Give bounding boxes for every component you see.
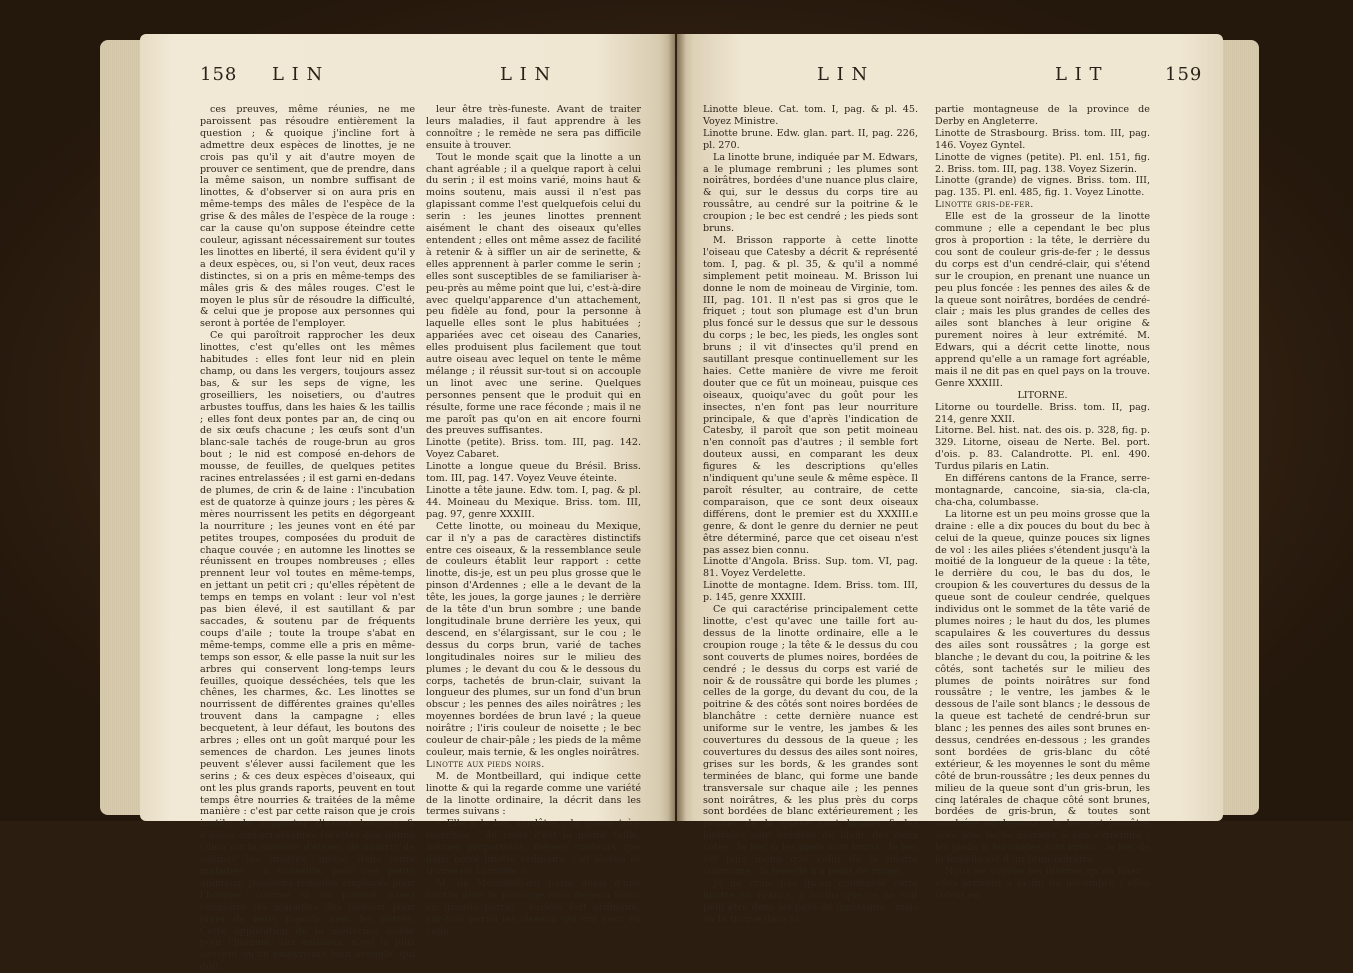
paragraph: « Elle a le bec verdâtre ; la queue très-fourchue ; du reste c'est la même taille, mêmes proportions, mêmes couleurs que dans notre linotte ordinaire. Cet oiseau se trouve en Lorraine ». [426, 818, 641, 877]
entry-heading: Linotte (grande) de vignes. Briss. tom. III, pag. 135. Pl. enl. 485, fig. 1. Voyez Linotte. [935, 175, 1150, 199]
entry-heading: Linotte de Strasbourg. Briss. tom. III, pag. 146. Voyez Gyntel. [935, 127, 1150, 151]
paragraph: M. Brisson rapporte à cette linotte l'oiseau que Catesby a décrit & représenté tom. I, pag. & pl. 35, & qu'il a nommé simplement petit moineau. M. Brisson lui donne le nom de moineau de Virginie, tom. III, pag. 101. Il n'est pas si gros que le friquet ; tout son plumage est d'un brun plus foncé sur le dessus que sur le dessous du corps ; le bec, les pieds, les ongles sont bruns ; il vit d'insectes qu'il prend en sautillant presque continuellement sur les haies. Cette manière de vivre me feroit douter que ce fût un moineau, puisque ces oiseaux, quoiqu'avec du goût pour les insectes, n'en font pas leur nourriture principale, & que d'après l'indication de Catesby, il paroît que son petit moineau n'en connoît pas d'autres ; il semble fort douteux aussi, en comparant les deux figures & les descriptions qu'elles n'indiquent qu'une seule & même espèce. Il paroît résulter, au contraire, de cette comparaison, que ce sont deux oiseaux différens, dont le premier est du XXXIII.e genre, & dont le genre du dernier ne peut être déterminé, parce que cet oiseau n'est pas assez bien connu. [703, 234, 918, 556]
paragraph: La litorne est un peu moins grosse que la draine : elle a dix pouces du bout du bec à celui de la queue, quinze pouces six lignes de vol : les ailes pliées s'étendent jusqu'à la moitié de la longueur de la queue : la tête, le derrière du cou, le bas du dos, le croupion & les couvertures du dessus de la queue sont de couleur cendrée, quelques individus ont le sommet de la tête varié de plumes noires ; le haut du dos, les plumes scapulaires & les couvertures du dessus des ailes sont roussâtres ; la gorge est blanche ; le devant du cou, la poitrine & les côtés, sont tachetés sur le milieu des plumes de points noirâtres sur fond roussâtre ; le ventre, les jambes & le dessous de l'aile sont blancs ; le dessous de la queue est tacheté de cendré-brun sur blanc ; les pennes des ailes sont brunes en-dessus, cendrées en-dessous ; les grandes sont bordées de gris-blanc du côté extérieur, & les moyennes le sont du même côté de brun-roussâtre ; les deux pennes du milieu de la queue sont d'un gris-brun, les cinq latérales de chaque côté sont brunes, bordées de gris-brun, & toutes sont cendrées en-dessous ; le bec est jaunâtre avec une tache noirâtre à son extrémité ; les pieds & les ongles sont bruns : le bec de la femelle est d'un brun-noirâtre. [935, 508, 1150, 866]
left-page-edges [100, 40, 144, 815]
paragraph: M. de Montbeillard parle aussi d'une linotte dont le plumage étoit devenu blanc en grande partie ; variété fort ordinaire, sur-tout parmi les oiseaux qui ont vécu en cage. [426, 877, 641, 937]
entry-heading: Linotte brune. Edw. glan. part. II, pag. 226, pl. 270. [703, 127, 918, 151]
entry-heading: Linotte aux pieds noirs. [426, 758, 545, 770]
entry-heading: Linotte a longue queue du Brésil. Briss. tom. III, pag. 147. Voyez Veuve éteinte. [426, 461, 641, 485]
paragraph: Ce qui caractérise principalement cette linotte, c'est qu'avec une taille fort au-dessus de la linotte ordinaire, elle a le croupion rouge ; la tête & le dessus du cou sont couverts de plumes noires, bordées de cendré ; le dessus du corps est varié de noir & de roussâtre qui borde les plumes ; celles de la gorge, du devant du cou, de la poitrine & des côtés sont noires bordées de blanchâtre : cette dernière nuance est uniforme sur le ventre, les jambes & les couvertures du dessous de la queue ; les couvertures du dessus des ailes sont noires, grises sur les bords, & les grandes sont terminées de blanc, qui forme une bande transversale sur chaque aile ; les pennes sont noirâtres, & les plus près du corps sont bordées de blanc extérieurement ; les pennes de la queue sont brunes & les latérales sont bordées de blanc des deux côtés ; le bec & les pieds sont bruns ; le bec est plus menu que celui de la linotte commune : la femelle n'a point de rouge. [703, 604, 918, 877]
paragraph: La linotte brune, indiquée par M. Edwars, a le plumage rembruni ; les plumes sont noirâtres, bordées d'une nuance plus claire, & qui, sur le dessus du corps tire au roussâtre, au cendré sur la poitrine & le croupion ; le bec est cendré ; les pieds sont bruns. [703, 151, 918, 235]
left-running-head-left: L I N [272, 64, 324, 85]
right-page [677, 34, 1223, 925]
entry-heading: Linotte de montagne. Idem. Briss. tom. III, p. 145, genre XXXIII. [703, 580, 918, 604]
paragraph: M. de Montbeillard, qui indique cette linotte & qui la regarde comme une variété de la linotte ordinaire, la décrit dans les termes suivans : [426, 770, 641, 818]
paragraph: Tout le monde sçait que la linotte a un chant agréable ; il a quelque raport à celui du serin ; il est moins varié, moins haut & moins soutenu, mais aussi il n'est pas glapissant comme l'est quelquefois celui du serin : les jeunes linottes prennent aisément le chant des oiseaux qu'elles entendent ; elles ont même assez de facilité à retenir & à siffler un air de serinette, & elles apprennent à parler comme le serin ; elles sont susceptibles de se familiariser à-peu-près au même point que lui, c'est-à-dire avec quelqu'apparence d'un attachement, peu fidèle au fond, pour la personne à laquelle elles sont le plus habituées ; appariées avec cet oiseau des Canaries, elles produisent plus facilement que tout autre oiseau avec lequel on tente le même mélange ; il réussit sur-tout si on accouple un linot avec une serine. Quelques personnes pensent que le produit qui en résulte, forme une race féconde ; mais il ne me paroît pas qu'on en ait encore fourni des preuves suffisantes. [426, 151, 641, 437]
left-page [140, 34, 675, 973]
paragraph: Cette linotte, ou moineau du Mexique, car il n'y a pas de caractères distinctifs entre ces oiseaux, & la ressemblance seule de couleurs établit leur rapport : cette linotte, dis-je, est un peu plus grosse que le pinson d'Ardennes ; elle a le devant de la tête, les joues, la gorge jaunes ; le derrière de la tête d'un brun sombre ; une bande longitudinale brune derrière les yeux, qui descend, en s'élargissant, sur le cou ; le dessus du corps brun, varié de taches longitudinales noires sur le milieu des plumes ; le devant du cou & le dessous du corps, tachetés de brun-clair, suivant la longueur des plumes, sur un fond d'un brun obscur ; les pennes des ailes noirâtres ; les moyennes bordées de brun lavé ; la queue noirâtre ; l'iris couleur de noisette ; le bec couleur de chair-pâle ; les pieds de la même couleur, mais ternie, & les ongles noirâtres. [426, 520, 641, 758]
entry-heading: Linotte de vignes (petite). Pl. enl. 151, fig. 2. Briss. tom. III, pag. 138. Voyez Sizerin. [935, 151, 1150, 175]
right-column-1 [703, 104, 918, 925]
entry-heading: Litorne. Bel. hist. nat. des ois. p. 328, fig. p. 329. Litorne, oiseau de Nerte. Bel. port. d'ois. p. 83. Calandrotte. Pl. enl. 490. Turdus pilaris en Latin. [935, 425, 1150, 473]
entry-heading: Linotte gris-de-fer. [935, 199, 1034, 211]
entry-heading: Linotte (petite). Briss. tom. III, pag. 142. Voyez Cabaret. [426, 437, 641, 461]
book-gutter [668, 34, 686, 821]
paragraph: Elle est de la grosseur de la linotte commune ; elle a cependant le bec plus gros à proportion : la tête, le derrière du cou sont de couleur gris-de-fer ; le dessus du corps est d'un cendré-clair, qui s'étend sur le croupion, en prenant une nuance un peu plus foncée : les pennes des ailes & de la queue sont noirâtres, bordées de cendré-clair ; mais les plus grandes de celles des ailes sont blanches à leur origine & purement noires à leur extrémité. M. Edwars, qui a décrit cette linotte, nous apprend qu'elle a un ramage fort agréable, mais il ne dit pas en quel pays on la trouve. Genre XXXIII. [935, 211, 1150, 389]
paragraph: partie montagneuse de la province de Derby en Angleterre. [935, 104, 1150, 127]
left-page-number: 158 [200, 64, 238, 85]
right-page-edges [1219, 40, 1259, 815]
paragraph: Nous ne voyons les litornes qu'en hiver ; elles arrivent à la fin de novembre ; elles volent en [935, 866, 1150, 901]
paragraph: leur être très-funeste. Avant de traiter leurs maladies, il faut apprendre à les connoître ; le remède ne sera pas difficile ensuite à trouver. [426, 104, 641, 151]
left-column-1 [200, 104, 415, 973]
right-running-head-left: L I N [817, 64, 869, 85]
right-column-2 [935, 104, 1150, 901]
section-heading: LITORNE. [1017, 389, 1068, 401]
left-running-head-right: L I N [500, 64, 552, 85]
paragraph: Ce qui paroîtroit rapprocher les deux linottes, c'est qu'elles ont les mêmes habitudes : elles font leur nid en plein champ, ou dans les vergers, toujours assez bas, & sur les seps de vigne, les groseilliers, les noisetiers, ou d'autres arbustes touffus, dans les haies & les taillis ; elles font deux pontes par an, de cinq ou de six œufs chacune ; les œufs sont d'un blanc-sale tachés de rouge-brun au gros bout ; le nid est composé en-dehors de mousse, de feuilles, de quelques petites racines entrelassées ; il est garni en-dedans de plumes, de crin & de laine : l'incubation est de quatorze à quinze jours ; les pères & mères nourrissent les petits en dégorgeant la nourriture ; les jeunes vont en été par petites troupes, composées du produit de chaque couvée ; en automne les linottes se réunissent en troupes nombreuses ; elles prennent leur vol toutes en même-temps, en jettant un petit cri ; qu'elles répètent de temps en temps en volant : leur vol n'est pas bien élevé, il est sautillant & par saccades, & soutenu par de fréquents coups d'aile ; toute la troupe s'abat en même-temps, comme elle a pris en même-temps son essor, & elle passe la nuit sur les arbres qui conservent long-temps leurs feuilles, quoique desséchées, tels que les chênes, les charmes, &c. Les linottes se nourrissent de différentes graines qu'elles trouvent dans la campagne ; elles becquetent, à leur défaut, les boutons des arbres ; elles ont un goût marqué pour les semences de chardon. Les jeunes linots peuvent s'élever aussi facilement que les serins ; & ces deux espèces d'oiseaux, qui ont les plus grands raports, peuvent en tout temps être nourries & traitées de la même manière : c'est par cette raison que je crois inutile de rapporter d'assez longues & d'assez embarrassantes recettes que donne Olina sur la manière d'élever, de nourrir, de soigner les linottes, même dans leurs maladies ; il conseille, pour ces petits animaux, plusieurs remèdes employés pour l'homme, comme si on pouvoit assez connoître les maladies des oiseaux pour juger de leurs raports avec les nôtres. Cette application de la médecine usitée pour l'homme, aux animaux, n'est le plus souvent qu'un empyrisme bien aveugle, qui doit [200, 330, 415, 973]
left-column-2 [426, 104, 641, 937]
right-page-number: 159 [1165, 64, 1203, 85]
entry-heading: Linotte bleue. Cat. tom. I, pag. & pl. 45. Voyez Ministre. [703, 104, 918, 127]
right-running-head-right: L I T [1055, 64, 1103, 85]
entry-heading: Linotte d'Angola. Briss. Sup. tom. VI, pag. 81. Voyez Verdelette. [703, 556, 918, 580]
paragraph: En différens cantons de la France, serre-montagnarde, cancoine, sia-sia, cla-cla, cha-cha, columbasse. [935, 473, 1150, 508]
paragraph: Je ne crois pas qu'on connoisse cette linotte en France, à moins que ce ne soit peut-être dans les pays de montagne ; mais on la trouve dans la [703, 877, 918, 925]
paragraph: ces preuves, même réunies, ne me paroissent pas résoudre entièrement la question ; & quoique j'incline fort à admettre deux espèces de linottes, je ne crois pas qu'il y ait d'autre moyen de prouver ce sentiment, que de prendre, dans la même saison, un nombre suffisant de linottes, & d'observer si on aura pris en même-temps des mâles de l'espèce de la grise & des mâles de l'espèce de la rouge : car la cause qu'on suppose éteindre cette couleur, agissant nécessairement sur toutes les linottes en liberté, il sera évident qu'il y a deux espèces, ou, si l'on veut, deux races distinctes, si on a pris en même-temps des mâles gris & des mâles rouges. C'est le moyen le plus sûr de résoudre la difficulté, & celui que je propose aux personnes qui seront à portée de l'employer. [200, 104, 415, 330]
entry-heading: Linotte a tête jaune. Edw. tom. I, pag. & pl. 44. Moineau du Mexique. Briss. tom. III, pag. 97, genre XXXIII. [426, 485, 641, 520]
entry-heading: Litorne ou tourdelle. Briss. tom. II, pag. 214, genre XXII. [935, 401, 1150, 425]
